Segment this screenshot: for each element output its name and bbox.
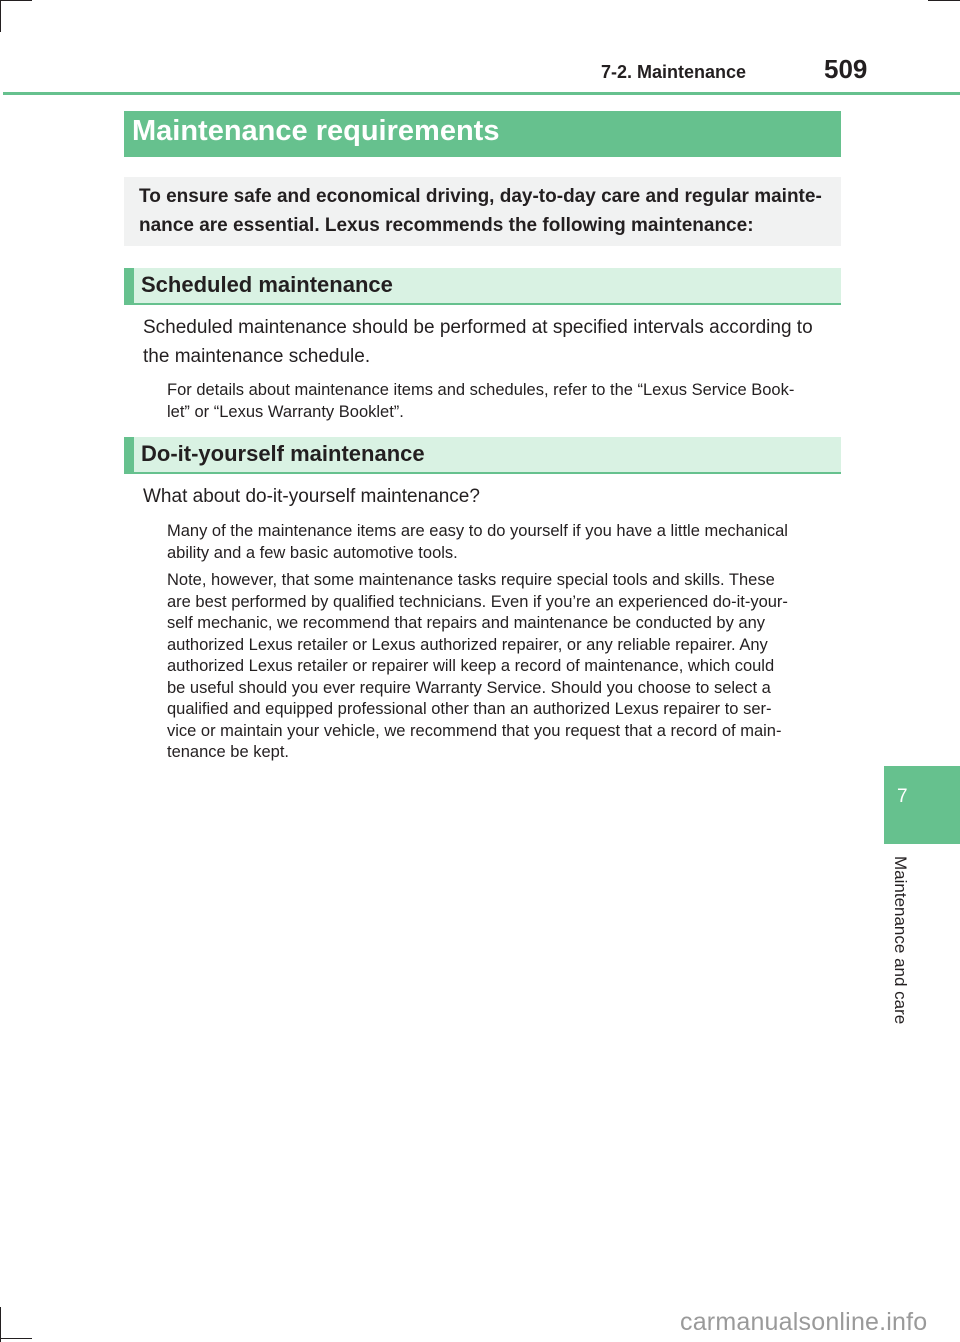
intro-line: To ensure safe and economical driving, day-to-day care and regular mainte- xyxy=(139,186,822,207)
text-line: authorized Lexus retailer or Lexus authorized repairer, or any reliable repairer. Any xyxy=(167,635,768,654)
scheduled-lead xyxy=(143,313,838,371)
crop-mark xyxy=(928,0,960,1)
page-title-bar xyxy=(124,111,841,157)
text-line: For details about maintenance items and schedules, refer to the “Lexus Service Book- xyxy=(167,381,795,399)
header-section-title: 7-2. Maintenance xyxy=(601,62,747,82)
section-marker xyxy=(124,437,134,472)
crop-mark xyxy=(0,0,32,1)
text-line: qualified and equipped professional other than an authorized Lexus repairer to ser- xyxy=(167,700,772,718)
crop-mark xyxy=(0,0,1,32)
page-title: Maintenance requirements xyxy=(132,115,500,147)
page-number: 509 xyxy=(824,54,868,84)
text-line: be useful should you ever require Warranty Service. Should you choose to select a xyxy=(167,678,771,697)
diy-question: What about do-it-yourself maintenance? xyxy=(143,486,480,507)
text-line: let” or “Lexus Warranty Booklet”. xyxy=(167,402,404,421)
header-divider xyxy=(3,92,960,95)
text-line: Note, however, that some maintenance tasks require special tools and skills. These xyxy=(167,571,775,589)
section-marker xyxy=(124,268,134,303)
text-line: the maintenance schedule. xyxy=(143,346,371,367)
text-line: tenance be kept. xyxy=(167,743,290,761)
chapter-label: Maintenance and care xyxy=(891,856,910,1025)
text-line: vice or maintain your vehicle, we recommend that you request that a record of main- xyxy=(167,721,782,740)
text-line: self mechanic, we recommend that repairs and maintenance be conducted by any xyxy=(167,614,766,632)
text-line: Scheduled maintenance should be performed at specified intervals according to xyxy=(143,317,813,338)
section-heading-scheduled xyxy=(124,268,841,305)
watermark: carmanualsonline.info xyxy=(680,1308,928,1336)
section-heading-text: Scheduled maintenance xyxy=(141,272,393,297)
crop-mark xyxy=(0,1338,32,1339)
section-heading-diy xyxy=(124,437,841,474)
chapter-number: 7 xyxy=(897,786,908,807)
text-line: Many of the maintenance items are easy to do yourself if you have a little mechanical xyxy=(167,522,788,540)
diy-paragraph-2 xyxy=(167,570,835,764)
text-line: are best performed by qualified technicians. Even if you’re an experienced do-it-your- xyxy=(167,592,788,611)
crop-mark xyxy=(0,1307,1,1342)
scheduled-detail xyxy=(167,380,835,423)
text-line: ability and a few basic automotive tools. xyxy=(167,543,458,562)
section-heading-text: Do-it-yourself maintenance xyxy=(141,441,425,466)
intro-box xyxy=(124,177,841,246)
intro-line: nance are essential. Lexus recommends the following maintenance: xyxy=(139,215,754,236)
chapter-tab xyxy=(884,766,960,844)
text-line: authorized Lexus retailer or repairer will keep a record of maintenance, which could xyxy=(167,657,775,675)
diy-paragraph-1 xyxy=(167,521,835,564)
